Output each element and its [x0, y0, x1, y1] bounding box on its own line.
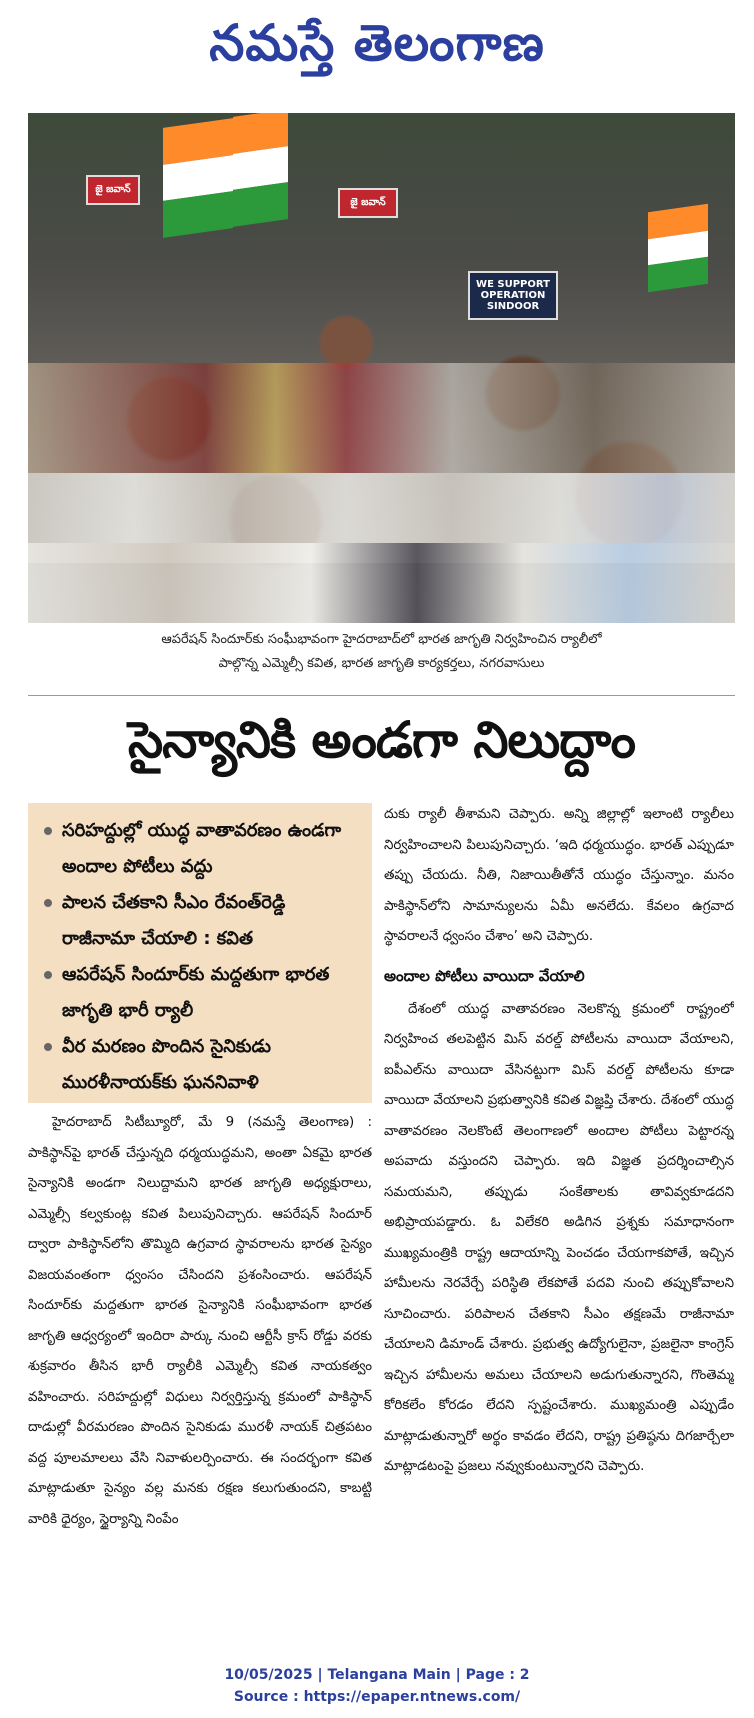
caption-line: పాల్గొన్న ఎమ్మెల్సీ కవిత, భారత జాగృతి కార్యకర్తలు, నగరవాసులు [218, 656, 545, 671]
divider [28, 695, 735, 696]
rally-sign: జై జవాన్ [338, 188, 398, 218]
newspaper-masthead: నమస్తే తెలంగాణ [209, 14, 545, 72]
article-column-left [28, 1108, 372, 1638]
bullet-icon [44, 971, 52, 979]
highlight-item [38, 813, 362, 885]
flag-left-icon [163, 118, 233, 238]
crowd-figures [28, 363, 735, 473]
highlight-text: వీర మరణం పొందిన సైనికుడు మురళీనాయక్‌కు ఘననివాళి [62, 1036, 272, 1093]
caption-line: ఆపరేషన్ సిందూర్‌కు సంఘీభావంగా హైదరాబాద్‌లో భారత జాగృతి నిర్వహించిన ర్యాలీలో [161, 632, 602, 647]
highlight-text: ఆపరేషన్ సిందూర్‌కు మద్దతుగా భారత జాగృతి భారీ ర్యాలీ [62, 964, 330, 1021]
edition-footer [0, 1664, 754, 1708]
flag-right-icon [648, 204, 708, 292]
highlight-item [38, 885, 362, 957]
rally-photo [28, 113, 735, 623]
bullet-icon [44, 1043, 52, 1051]
rally-sign: జై జవాన్ [86, 175, 140, 205]
crowd-figures [28, 543, 735, 623]
bullet-icon [44, 827, 52, 835]
edition-info: 10/05/2025 | Telangana Main | Page : 2 [224, 1667, 530, 1683]
highlight-item [38, 957, 362, 1029]
article-paragraph: హైదరాబాద్ సిటీబ్యూరో, మే 9 (నమస్తే తెలంగాణ) : పాకిస్థాన్‌పై భారత్ చేస్తున్నది ధర్మయుద్ధమని, అంతా ఏకమై భారత సైన్యానికి అండగా నిలుద్దామని భారత జాగృతి అధ్యక్షురాలు, ఎమ్మెల్సీ కల్వకుంట్ల కవిత పిలుపునిచ్చారు. ఆపరేషన్ సిందూర్ ద్వారా పాకిస్థాన్‌లోని తొమ్మిది ఉగ్రవాద స్థావరాలను భారత సైన్యం విజయవంతంగా ధ్వంసం చేసిందని ప్రశంసించారు. ఆపరేషన్ సిందూర్‌కు మద్దతుగా భారత సైన్యానికి సంఘీభావంగా భారత జాగృతి ఆధ్వర్యంలో ఇందిరా పార్కు నుంచి ఆర్టీసీ క్రాస్ రోడ్డు వరకు శుక్రవారం తీసిన భారీ ర్యాలీకి ఎమ్మెల్సీ కవిత నాయకత్వం వహించారు. సరిహద్దుల్లో విధులు నిర్వర్తిస్తున్న క్రమంలో పాకిస్థాన్ దాడుల్లో వీరమరణం పొందిన సైనికుడు మురళీ నాయక్ చిత్రపటం వద్ద పూలమాలలు వేసి నివాళులర్పించారు. ఈ సందర్భంగా కవిత మాట్లాడుతూ సైన్యం వల్ల మనకు రక్షణ కలుగుతుందని, కాబట్టి వారికి ధైర్యం, స్థైర్యాన్ని నింపేం [28, 1115, 372, 1527]
photo-caption [28, 628, 735, 676]
flag-center-icon [233, 113, 288, 227]
highlights-box [28, 803, 372, 1103]
highlight-text: సరిహద్దుల్లో యుద్ధ వాతావరణం ఉండగా అందాల పోటీలు వద్దు [62, 820, 342, 877]
highlight-text: పాలన చేతకాని సీఎం రేవంత్‌రెడ్డి రాజీనామా చేయాలి : కవిత [62, 892, 286, 949]
rally-sign: WE SUPPORT OPERATION SINDOOR [468, 271, 558, 320]
source-link[interactable]: Source : https://epaper.ntnews.com/ [233, 1689, 521, 1705]
article-paragraph: దుకు ర్యాలీ తీశామని చెప్పారు. అన్ని జిల్లాల్లో ఇలాంటి ర్యాలీలు నిర్వహించాలని పిలుపునిచ్చారు. ‘ఇది ధర్మయుద్ధం. భారత్ ఎప్పుడూ తప్పు చేయదు. నీతి, నిజాయితీతోనే యుద్ధం చేస్తున్నాం. మనం పాకిస్థాన్‌లోని సామాన్యులను ఏమీ అనలేదు. కేవలం ఉగ్రవాద స్థావరాలనే ధ్వంసం చేశాం’ అని చెప్పారు. [384, 807, 734, 944]
article-subheading: అందాల పోటీలు వాయిదా వేయాలి [384, 966, 585, 985]
article-column-right [384, 800, 734, 1640]
bullet-icon [44, 899, 52, 907]
article-paragraph: దేశంలో యుద్ధ వాతావరణం నెలకొన్న క్రమంలో రాష్ట్రంలో నిర్వహించ తలపెట్టిన మిస్ వరల్డ్ పోటీలను వాయిదా వేయాలని, ఐపీఎల్‌ను వాయిదా వేసినట్టుగా మిస్ వరల్డ్ పోటీలను కూడా వాయిదా వేయాలని ప్రభుత్వానికి కవిత విజ్ఞప్తి చేశారు. దేశంలో యుద్ధ వాతావరణం నెలకొంటే తెలంగాణలో అందాల పోటీలు పెట్టారన్న అపవాదు వస్తుందని చెప్పారు. ఇది విజ్ఞత ప్రదర్శించాల్సిన సమయమని, తప్పుడు సంకేతాలకు తావివ్వకూడదని అభిప్రాయపడ్డారు. ఓ విలేకరి అడిగిన ప్రశ్నకు సమాధానంగా ముఖ్యమంత్రికి రాష్ట్ర ఆదాయాన్ని పెంచడం చేయగాకపోతే, ఇచ్చిన హామీలను నెరవేర్చే పరిస్థితి లేకపోతే పదవి నుంచి తప్పుకోవాలని సూచించారు. పరిపాలన చేతకాని సీఎం తక్షణమే రాజీనామా చేయాలని డిమాండ్ చేశారు. ప్రభుత్వ ఉద్యోగులైనా, ప్రజలైనా కాంగ్రెస్ ఇచ్చిన హామీలను అమలు చేయాలని అడుగుతున్నారని, గొంతెమ్మ కోరికలేం కోరడం లేదని స్పష్టంచేశారు. ముఖ్యమంత్రి ఎప్పుడేం మాట్లాడుతున్నారో అర్థం కావడం లేదని, రాష్ట్ర ప్రతిష్ఠను దిగజార్చేలా మాట్లాడటంపై ప్రజలు నవ్వుకుంటున్నారని చెప్పారు. [384, 1001, 734, 1474]
article-headline: సైన్యానికి అండగా నిలుద్దాం [127, 711, 635, 769]
highlight-item [38, 1029, 362, 1101]
